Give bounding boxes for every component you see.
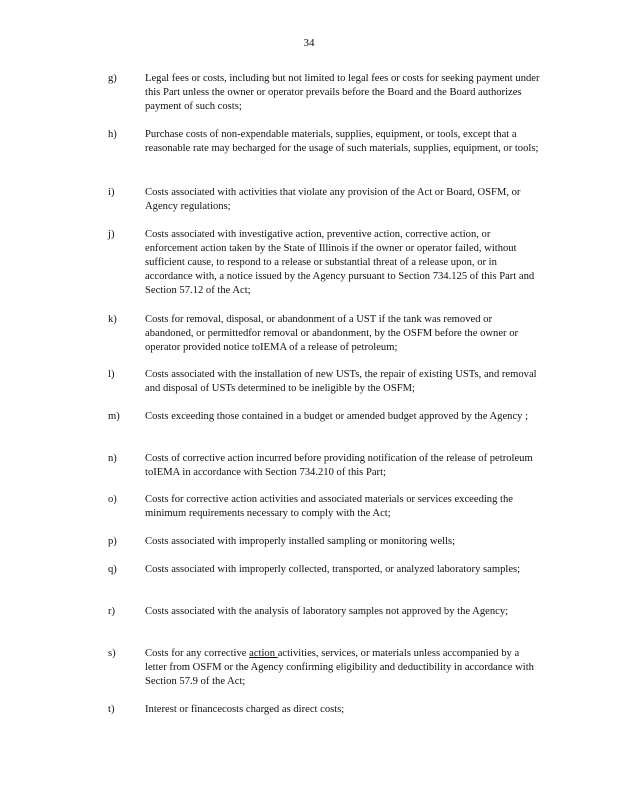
item-letter: n)	[108, 453, 117, 464]
ineligible-costs-list	[0, 72, 618, 731]
item-letter: h)	[108, 129, 117, 140]
list-item-h	[0, 128, 618, 186]
item-letter: p)	[108, 536, 117, 547]
item-text: Costs associated with improperly collected, transported, or analyzed laboratory samples;	[145, 564, 521, 575]
item-text-end: activities, services, or materials unless accompanied by a letter from OSFM or the Agency confirming eligibility and deductibility in accordance with Section 57.9 of the Act;	[145, 648, 534, 687]
item-letter: i)	[108, 187, 115, 198]
list-item-o	[0, 493, 618, 535]
list-item-l	[0, 368, 618, 410]
list-item-t	[0, 703, 618, 731]
item-text: Interest or financecosts charged as direct costs;	[145, 704, 345, 715]
list-item-q	[0, 563, 618, 605]
item-text: Costs associated with improperly installed sampling or monitoring wells;	[145, 536, 456, 547]
item-text: Costs associated with the analysis of laboratory samples not approved by the Agency;	[145, 606, 509, 617]
list-item-j	[0, 228, 618, 313]
item-text	[145, 647, 540, 689]
item-text: Costs exceeding those contained in a budget or amended budget approved by the Agency ;	[145, 411, 529, 422]
item-letter: r)	[108, 606, 116, 617]
item-text: Legal fees or costs, including but not limited to legal fees or costs for seeking payment under this Part unless the owner or operator prevails before the Board and the Board authorizes payment of such costs;	[145, 73, 540, 112]
item-text: Costs associated with activities that violate any provision of the Act or Board, OSFM, or Agency regulations;	[145, 187, 521, 212]
item-letter: o)	[108, 494, 117, 505]
item-letter: m)	[108, 411, 120, 422]
item-text: Costs for removal, disposal, or abandonment of a UST if the tank was removed or abandoned, or permittedfor removal or abandonment, by the OSFM before the owner or operator provided notice toIEMA of a release of petroleum;	[145, 314, 519, 353]
item-text: Costs of corrective action incurred before providing notification of the release of petroleum toIEMA in accordance with Section 734.210 of this Part;	[145, 453, 533, 478]
list-item-m	[0, 410, 618, 452]
page-number: 34	[303, 37, 315, 49]
item-letter: j)	[108, 229, 115, 240]
item-letter: s)	[108, 648, 116, 659]
list-item-i	[0, 186, 618, 228]
item-text: Costs associated with the installation of new USTs, the repair of existing USTs, and removal and disposal of USTs determined to be ineligible by the OSFM;	[145, 369, 537, 394]
item-text: Costs for corrective action activities and associated materials or services exceeding the minimum requirements necessary to comply with the Act;	[145, 494, 513, 519]
item-letter: l)	[108, 369, 115, 380]
item-letter: g)	[108, 73, 117, 84]
list-item-r	[0, 605, 618, 647]
underlined-word: action	[249, 648, 278, 659]
list-item-n	[0, 452, 618, 493]
list-item-s	[0, 647, 618, 703]
item-text-start: Costs for any corrective	[145, 648, 250, 659]
item-letter: q)	[108, 564, 117, 575]
item-text: Costs associated with investigative action, preventive action, corrective action, or enforcement action taken by the State of Illinois if the owner or operator failed, without sufficient cause, to respond to a release or substantial threat of a release upon, or in accordance with, a notice issued by the Agency pursuant to Section 734.125 of this Part and Section 57.12 of the Act;	[145, 229, 535, 296]
list-item-g	[0, 72, 618, 128]
item-text: Purchase costs of non-expendable materials, supplies, equipment, or tools, except that a reasonable rate may becharged for the usage of such materials, supplies, equipment, or tools;	[145, 129, 539, 154]
item-letter: k)	[108, 314, 117, 325]
item-letter: t)	[108, 704, 115, 715]
list-item-k	[0, 313, 618, 368]
list-item-p	[0, 535, 618, 563]
